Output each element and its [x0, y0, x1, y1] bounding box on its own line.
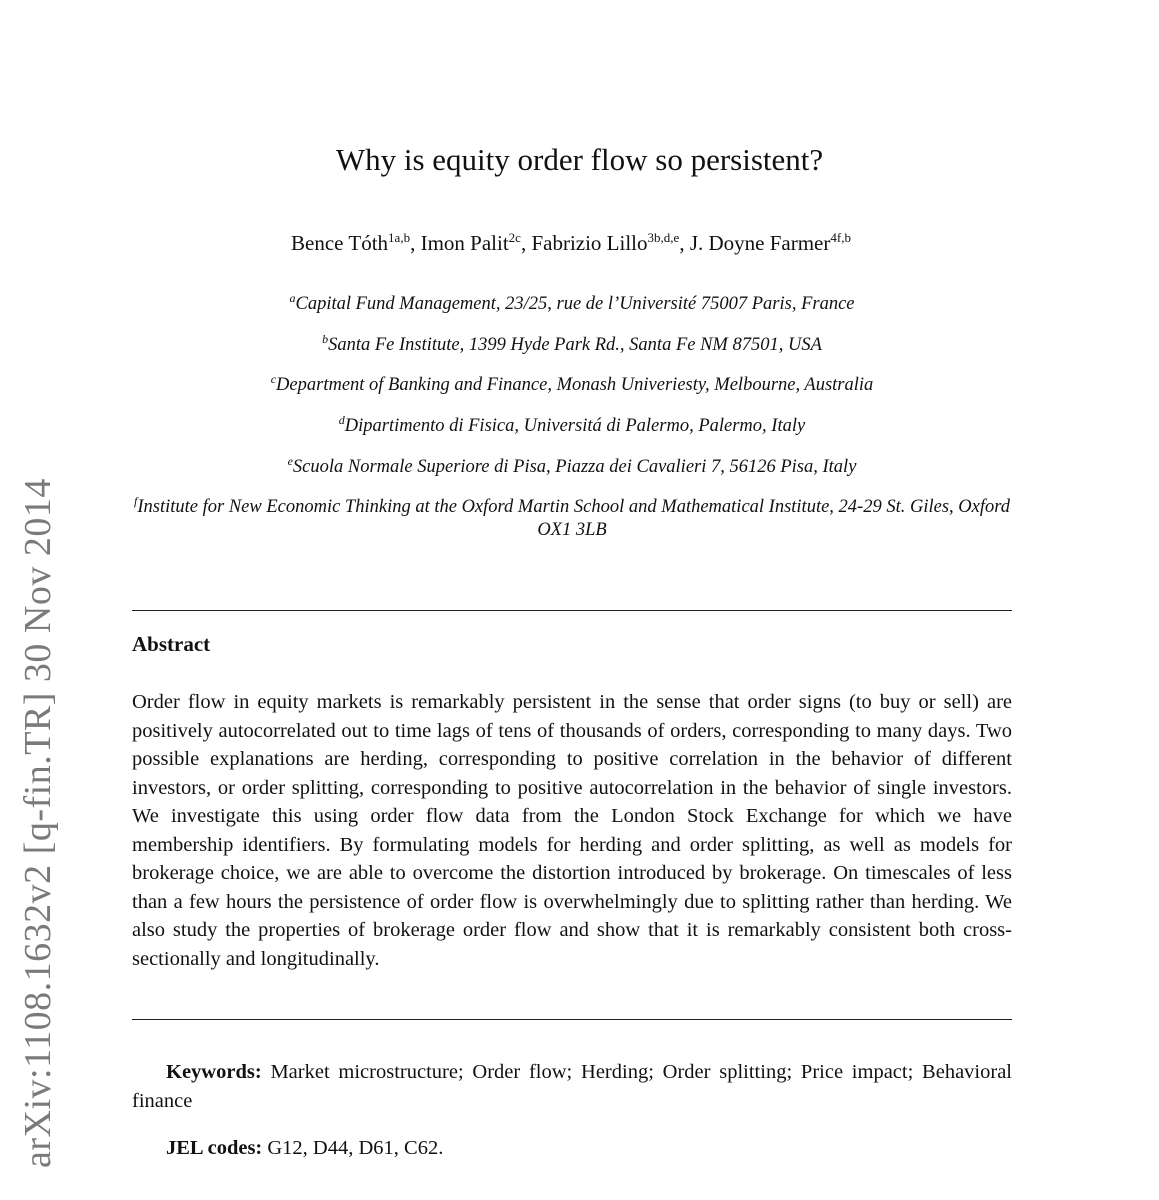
abstract-text: Order flow in equity markets is remarkably persistent in the sense that order signs (to buy or sell) are positively autocorrelated out to time lags of tens of thousands of orders, corresponding to many days. Two possible explanations are herding, corresponding to positive correlation in the behavior of different investors, or order splitting, corresponding to positive autocorrelation in the behavior of single investors. We investigate this using order flow data from the London Stock Exchange for which we have membership identifiers. By formulating models for herding and order splitting, as well as models for brokerage choice, we are able to overcome the distortion introduced by brokerage. On timescales of less than a few hours the persistence of order flow is overwhelmingly due to splitting rather than herding. We also study the properties of brokerage order flow and show that it is remarkably consistent both cross-sectionally and longitudinally.	[132, 691, 1012, 970]
affiliation-text: Institute for New Economic Thinking at the Oxford Martin School and Mathematical Institute, 24-29 St. Giles, Oxford OX1 3LB	[137, 497, 1010, 540]
affiliation-text: Capital Fund Management, 23/25, rue de l’Université 75007 Paris, France	[295, 294, 855, 314]
author-separator: ,	[410, 231, 421, 255]
affiliation-text: Scuola Normale Superiore di Pisa, Piazza dei Cavalieri 7, 56126 Pisa, Italy	[292, 457, 857, 477]
jel-codes-text: G12, D44, D61, C62.	[267, 1137, 444, 1159]
abstract-top-rule	[132, 610, 1012, 611]
arxiv-identifier-stamp: arXiv:1108.1632v2 [q-fin.TR] 30 Nov 2014	[17, 478, 59, 1168]
affiliation-e	[132, 456, 1012, 479]
affiliation-b	[132, 334, 1012, 357]
author-affiliation-marks: 4f,b	[830, 230, 851, 245]
abstract-heading: Abstract	[132, 632, 211, 656]
jel-codes-label: JEL codes:	[166, 1137, 263, 1159]
affiliation-mark: c	[270, 372, 277, 386]
abstract-bottom-rule	[132, 1019, 1012, 1020]
affiliation-c	[132, 374, 1012, 397]
affiliation-mark: a	[289, 291, 296, 305]
author-name: J. Doyne Farmer	[689, 231, 831, 255]
jel-codes-line	[166, 1137, 443, 1160]
affiliation-text: Dipartimento di Fisica, Universitá di Palermo, Palermo, Italy	[344, 416, 806, 436]
affiliation-mark: d	[338, 413, 345, 427]
affiliation-text: Department of Banking and Finance, Monash Univeriesty, Melbourne, Australia	[276, 375, 874, 395]
affiliation-f	[132, 496, 1012, 542]
author-affiliation-marks: 2c	[508, 230, 521, 245]
affiliation-d	[132, 415, 1012, 438]
keywords-line	[132, 1058, 1012, 1116]
author-affiliation-marks: 3b,d,e	[647, 230, 680, 245]
keywords-label: Keywords:	[166, 1061, 262, 1083]
author-name: Fabrizio Lillo	[531, 231, 648, 255]
affiliation-a	[132, 293, 1012, 316]
paper-title: Why is equity order flow so persistent?	[335, 142, 824, 177]
author-name: Bence Tóth	[291, 231, 389, 255]
keywords-text: Market microstructure; Order flow; Herding; Order splitting; Price impact; Behavioral finance	[132, 1061, 1012, 1112]
author-name: Imon Palit	[420, 231, 509, 255]
affiliation-text: Santa Fe Institute, 1399 Hyde Park Rd., Santa Fe NM 87501, USA	[328, 335, 822, 355]
author-affiliation-marks: 1a,b	[388, 230, 411, 245]
author-list	[0, 231, 1142, 256]
author-separator: ,	[679, 231, 690, 255]
author-separator: ,	[520, 231, 532, 255]
affiliation-mark: b	[322, 332, 329, 346]
affiliation-mark: f	[134, 494, 138, 508]
affiliation-mark: e	[287, 454, 293, 468]
